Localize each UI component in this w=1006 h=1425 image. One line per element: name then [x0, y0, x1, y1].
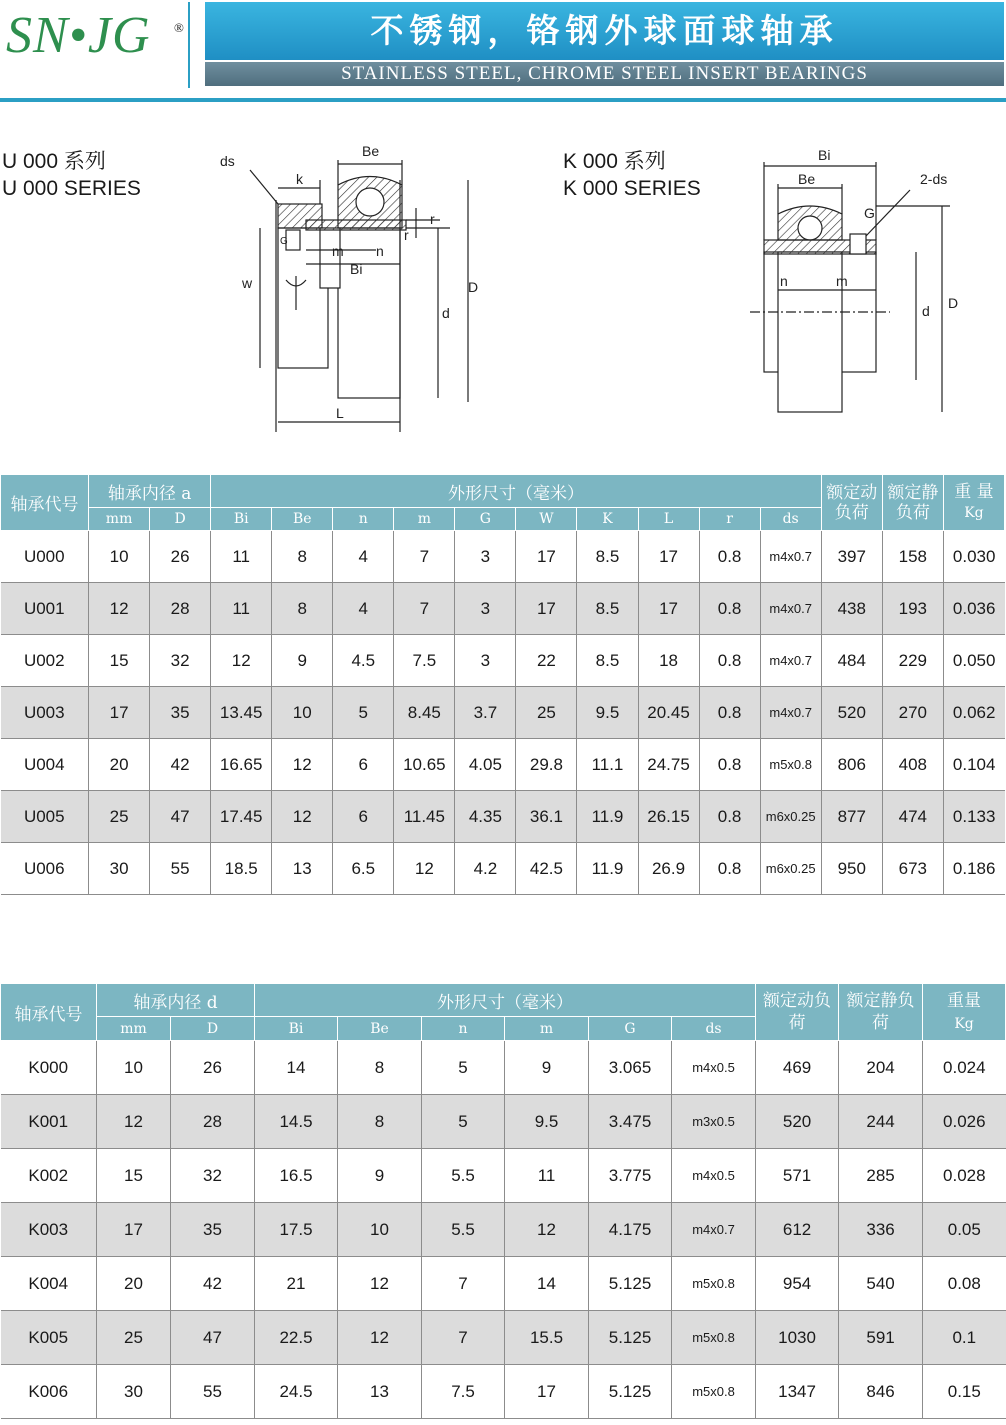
table-cell: 4	[333, 531, 394, 583]
subheader-ds: ds	[672, 1017, 756, 1041]
table-cell: 11	[505, 1149, 589, 1203]
u-label-D: D	[468, 279, 479, 295]
table-cell: 520	[821, 687, 882, 739]
table-cell: 8	[338, 1041, 422, 1095]
table-cell: 4.35	[455, 791, 516, 843]
table-cell: 7	[422, 1311, 505, 1365]
u-label-n: n	[376, 243, 384, 259]
table-cell: 17	[505, 1365, 589, 1419]
table-cell: 25	[89, 791, 150, 843]
u-label-bi: Bi	[350, 261, 363, 277]
table-cell: 5.125	[589, 1365, 672, 1419]
table-cell: 3	[455, 635, 516, 687]
u-label-d: d	[442, 305, 450, 321]
table-cell: 244	[839, 1095, 923, 1149]
u-label-g: G	[280, 236, 288, 247]
table-cell: 10	[97, 1041, 171, 1095]
subheader-d: D	[150, 508, 211, 531]
table-cell: m4x0.7	[760, 687, 821, 739]
table-row	[1, 531, 1005, 583]
table-row	[1, 1041, 1006, 1095]
table-cell: 32	[171, 1149, 255, 1203]
header-rule	[0, 98, 1006, 102]
table-cell: 12	[272, 791, 333, 843]
table-cell: m5x0.8	[760, 739, 821, 791]
table-cell: 9	[272, 635, 333, 687]
table-cell: 0.186	[943, 843, 1004, 895]
bearing-code-cell: K003	[1, 1203, 97, 1257]
table-cell: 55	[150, 843, 211, 895]
table-cell: 5.125	[589, 1311, 672, 1365]
table-cell: 3.7	[455, 687, 516, 739]
table-cell: 0.062	[943, 687, 1004, 739]
table-cell: 591	[839, 1311, 923, 1365]
k-label-bi: Bi	[818, 147, 831, 163]
subheader-m: m	[505, 1017, 589, 1041]
table-cell: 469	[756, 1041, 839, 1095]
table-cell: 846	[839, 1365, 923, 1419]
table-cell: 26	[171, 1041, 255, 1095]
k-label-be: Be	[798, 171, 816, 187]
table-cell: m4x0.7	[760, 583, 821, 635]
table-cell: 8.45	[394, 687, 455, 739]
k-series-label-cn: K 000 系列	[563, 150, 666, 173]
table-cell: 5	[422, 1041, 505, 1095]
brand-logo: SN•JG ®	[6, 7, 185, 64]
table-cell: 3.775	[589, 1149, 672, 1203]
table-cell: 9.5	[505, 1095, 589, 1149]
table-cell: 0.05	[923, 1203, 1006, 1257]
table-cell: 11.9	[577, 791, 638, 843]
table-cell: 15.5	[505, 1311, 589, 1365]
u-label-ds: ds	[220, 153, 235, 169]
table-cell: 14.5	[255, 1095, 338, 1149]
table-cell: 22.5	[255, 1311, 338, 1365]
table-cell: 14	[505, 1257, 589, 1311]
table-cell: 7	[394, 583, 455, 635]
table-cell: 17	[97, 1203, 171, 1257]
subheader-m: m	[394, 508, 455, 531]
table-cell: 9	[338, 1149, 422, 1203]
table-cell: 24.5	[255, 1365, 338, 1419]
table-cell: 5	[333, 687, 394, 739]
table-cell: m6x0.25	[760, 843, 821, 895]
table-cell: m5x0.8	[672, 1257, 756, 1311]
table-cell: 7	[422, 1257, 505, 1311]
table-cell: 0.8	[699, 687, 760, 739]
bearing-code-cell: K004	[1, 1257, 97, 1311]
table-cell: 30	[89, 843, 150, 895]
table-cell: m4x0.5	[672, 1041, 756, 1095]
subheader-g: G	[589, 1017, 672, 1041]
table-cell: 18	[638, 635, 699, 687]
table-cell: 9.5	[577, 687, 638, 739]
k-series-label-en: K 000 SERIES	[563, 177, 701, 200]
table-cell: 21	[255, 1257, 338, 1311]
table-cell: 571	[756, 1149, 839, 1203]
table-cell: 6	[333, 739, 394, 791]
k-header-weight: 重量 Kg	[923, 984, 1006, 1041]
u-label-r2: r	[404, 227, 409, 243]
subheader-n: n	[422, 1017, 505, 1041]
table-cell: 4.05	[455, 739, 516, 791]
table-cell: 16.5	[255, 1149, 338, 1203]
table-cell: 26.9	[638, 843, 699, 895]
subheader-be: Be	[272, 508, 333, 531]
table-cell: 0.08	[923, 1257, 1006, 1311]
u-header-static-load: 额定静负荷	[882, 475, 943, 531]
table-cell: 0.050	[943, 635, 1004, 687]
table-cell: 17	[638, 583, 699, 635]
u-header-bore: 轴承内径 a	[89, 475, 211, 508]
u-label-L: L	[336, 405, 344, 421]
table-cell: 0.8	[699, 739, 760, 791]
table-cell: 20	[89, 739, 150, 791]
k-table-body	[1, 1041, 1006, 1419]
k-label-2ds: 2-ds	[920, 171, 948, 187]
table-cell: 15	[97, 1149, 171, 1203]
subheader-mm: mm	[97, 1017, 171, 1041]
table-cell: 13	[272, 843, 333, 895]
table-cell: 0.024	[923, 1041, 1006, 1095]
table-cell: 0.15	[923, 1365, 1006, 1419]
logo-divider	[188, 2, 190, 88]
table-cell: 12	[338, 1257, 422, 1311]
table-cell: 950	[821, 843, 882, 895]
table-cell: 10.65	[394, 739, 455, 791]
table-cell: 6	[333, 791, 394, 843]
subheader-bi: Bi	[211, 508, 272, 531]
table-cell: 12	[211, 635, 272, 687]
table-cell: 42	[150, 739, 211, 791]
table-cell: 15	[89, 635, 150, 687]
table-cell: 193	[882, 583, 943, 635]
table-cell: 12	[97, 1095, 171, 1149]
table-cell: 17.5	[255, 1203, 338, 1257]
table-row	[1, 583, 1005, 635]
table-cell: 11	[211, 531, 272, 583]
table-cell: 35	[150, 687, 211, 739]
table-cell: 0.026	[923, 1095, 1006, 1149]
table-cell: 28	[171, 1095, 255, 1149]
table-row	[1, 1311, 1006, 1365]
table-cell: 5	[422, 1095, 505, 1149]
u-series-table	[0, 474, 1005, 895]
table-row	[1, 1203, 1006, 1257]
table-cell: 484	[821, 635, 882, 687]
u-label-k: k	[296, 171, 303, 187]
table-cell: 673	[882, 843, 943, 895]
table-cell: 22	[516, 635, 577, 687]
table-cell: 12	[338, 1311, 422, 1365]
subheader-w: W	[516, 508, 577, 531]
table-cell: 158	[882, 531, 943, 583]
bearing-code-cell: K006	[1, 1365, 97, 1419]
table-row	[1, 843, 1005, 895]
u-label-r1: r	[430, 211, 435, 227]
table-cell: 0.036	[943, 583, 1004, 635]
table-row	[1, 1257, 1006, 1311]
table-cell: 8	[272, 583, 333, 635]
u-series-label-cn: U 000 系列	[2, 150, 106, 173]
table-cell: m3x0.5	[672, 1095, 756, 1149]
subheader-n: n	[333, 508, 394, 531]
bearing-code-cell: U002	[1, 635, 89, 687]
k-header-dims: 外形尺寸（毫米）	[255, 984, 756, 1017]
table-cell: 14	[255, 1041, 338, 1095]
table-cell: 17	[638, 531, 699, 583]
table-cell: 0.8	[699, 843, 760, 895]
table-row	[1, 1365, 1006, 1419]
bearing-code-cell: U004	[1, 739, 89, 791]
table-cell: 6.5	[333, 843, 394, 895]
table-cell: 5.5	[422, 1149, 505, 1203]
table-cell: 11.9	[577, 843, 638, 895]
table-cell: 0.8	[699, 531, 760, 583]
bearing-code-cell: K000	[1, 1041, 97, 1095]
table-cell: 397	[821, 531, 882, 583]
table-cell: 17.45	[211, 791, 272, 843]
k-label-d: d	[922, 303, 930, 319]
table-cell: 204	[839, 1041, 923, 1095]
table-cell: 3.475	[589, 1095, 672, 1149]
table-cell: 47	[171, 1311, 255, 1365]
table-cell: 12	[505, 1203, 589, 1257]
table-cell: 24.75	[638, 739, 699, 791]
table-cell: 540	[839, 1257, 923, 1311]
k-series-table	[0, 983, 1006, 1419]
table-cell: 16.65	[211, 739, 272, 791]
table-cell: 35	[171, 1203, 255, 1257]
table-cell: 8	[338, 1095, 422, 1149]
table-cell: 20.45	[638, 687, 699, 739]
table-cell: 42	[171, 1257, 255, 1311]
k-header-dyn-load: 额定动负荷	[756, 984, 839, 1041]
title-english: STAINLESS STEEL, CHROME STEEL INSERT BEARINGS	[205, 62, 1004, 86]
table-cell: 0.8	[699, 791, 760, 843]
table-cell: 55	[171, 1365, 255, 1419]
table-cell: 7	[394, 531, 455, 583]
title-chinese: 不锈钢，铬钢外球面球轴承	[205, 2, 1004, 60]
table-cell: 1030	[756, 1311, 839, 1365]
table-cell: 0.1	[923, 1311, 1006, 1365]
subheader-r: r	[699, 508, 760, 531]
table-cell: 3	[455, 583, 516, 635]
table-cell: 12	[394, 843, 455, 895]
table-cell: 474	[882, 791, 943, 843]
table-cell: 11.45	[394, 791, 455, 843]
u-series-diagram	[210, 140, 490, 440]
k-label-n: n	[780, 273, 788, 289]
table-cell: 30	[97, 1365, 171, 1419]
table-cell: 4.175	[589, 1203, 672, 1257]
table-cell: 20	[97, 1257, 171, 1311]
k-label-g: G	[864, 205, 875, 221]
k-series-diagram	[750, 140, 970, 430]
bearing-code-cell: U005	[1, 791, 89, 843]
table-cell: 17	[516, 583, 577, 635]
u-header-dims: 外形尺寸（毫米）	[211, 475, 822, 508]
table-cell: 0.8	[699, 635, 760, 687]
table-cell: 336	[839, 1203, 923, 1257]
table-row	[1, 1149, 1006, 1203]
k-label-m: m	[836, 273, 848, 289]
subheader-bi: Bi	[255, 1017, 338, 1041]
bearing-code-cell: K005	[1, 1311, 97, 1365]
subheader-ds: ds	[760, 508, 821, 531]
bearing-code-cell: U001	[1, 583, 89, 635]
table-cell: 36.1	[516, 791, 577, 843]
table-cell: 0.104	[943, 739, 1004, 791]
k-label-D: D	[948, 295, 959, 311]
table-cell: 25	[97, 1311, 171, 1365]
table-cell: m5x0.8	[672, 1365, 756, 1419]
table-cell: 10	[89, 531, 150, 583]
table-cell: m4x0.7	[760, 531, 821, 583]
table-cell: 0.133	[943, 791, 1004, 843]
table-cell: 12	[272, 739, 333, 791]
table-cell: 954	[756, 1257, 839, 1311]
table-cell: m5x0.8	[672, 1311, 756, 1365]
u-header-weight: 重 量 Kg	[943, 475, 1004, 531]
table-cell: 13.45	[211, 687, 272, 739]
table-cell: 17	[89, 687, 150, 739]
table-cell: 47	[150, 791, 211, 843]
table-cell: 9	[505, 1041, 589, 1095]
table-cell: 26	[150, 531, 211, 583]
table-cell: 10	[338, 1203, 422, 1257]
table-cell: 7.5	[394, 635, 455, 687]
table-cell: 8.5	[577, 635, 638, 687]
u-table-body	[1, 531, 1005, 895]
table-cell: 3.065	[589, 1041, 672, 1095]
u-header-dyn-load: 额定动负荷	[821, 475, 882, 531]
table-cell: 12	[89, 583, 150, 635]
table-cell: 8.5	[577, 531, 638, 583]
u-series-label-en: U 000 SERIES	[2, 177, 141, 200]
bearing-code-cell: U003	[1, 687, 89, 739]
table-cell: 42.5	[516, 843, 577, 895]
table-cell: 520	[756, 1095, 839, 1149]
table-cell: 285	[839, 1149, 923, 1203]
table-cell: 5.5	[422, 1203, 505, 1257]
table-cell: 8.5	[577, 583, 638, 635]
table-cell: 17	[516, 531, 577, 583]
subheader-mm: mm	[89, 508, 150, 531]
subheader-g: G	[455, 508, 516, 531]
subheader-l: L	[638, 508, 699, 531]
bearing-code-cell: U006	[1, 843, 89, 895]
table-cell: 25	[516, 687, 577, 739]
table-cell: 612	[756, 1203, 839, 1257]
bearing-code-cell: K002	[1, 1149, 97, 1203]
table-cell: 5.125	[589, 1257, 672, 1311]
subheader-k: K	[577, 508, 638, 531]
table-cell: m4x0.7	[672, 1203, 756, 1257]
table-cell: 10	[272, 687, 333, 739]
table-cell: m6x0.25	[760, 791, 821, 843]
bearing-code-cell: U000	[1, 531, 89, 583]
table-cell: 806	[821, 739, 882, 791]
u-label-be: Be	[362, 143, 380, 159]
table-cell: m4x0.7	[760, 635, 821, 687]
k-header-static-load: 额定静负荷	[839, 984, 923, 1041]
bearing-code-cell: K001	[1, 1095, 97, 1149]
table-cell: 4.5	[333, 635, 394, 687]
k-header-code: 轴承代号	[1, 984, 97, 1041]
table-cell: 4	[333, 583, 394, 635]
table-cell: 32	[150, 635, 211, 687]
table-cell: 0.8	[699, 583, 760, 635]
u-label-w: w	[242, 275, 253, 291]
table-cell: 438	[821, 583, 882, 635]
subheader-be: Be	[338, 1017, 422, 1041]
table-cell: 229	[882, 635, 943, 687]
table-cell: 877	[821, 791, 882, 843]
u-header-code: 轴承代号	[1, 475, 89, 531]
table-cell: m4x0.5	[672, 1149, 756, 1203]
u-label-m: m	[332, 243, 344, 259]
table-cell: 29.8	[516, 739, 577, 791]
table-row	[1, 791, 1005, 843]
k-header-bore: 轴承内径 d	[97, 984, 255, 1017]
table-cell: 28	[150, 583, 211, 635]
table-cell: 0.030	[943, 531, 1004, 583]
table-row	[1, 635, 1005, 687]
table-cell: 7.5	[422, 1365, 505, 1419]
table-cell: 1347	[756, 1365, 839, 1419]
subheader-d: D	[171, 1017, 255, 1041]
table-row	[1, 739, 1005, 791]
table-row	[1, 687, 1005, 739]
table-cell: 0.028	[923, 1149, 1006, 1203]
table-cell: 8	[272, 531, 333, 583]
table-cell: 408	[882, 739, 943, 791]
table-cell: 3	[455, 531, 516, 583]
table-cell: 13	[338, 1365, 422, 1419]
table-cell: 18.5	[211, 843, 272, 895]
table-cell: 26.15	[638, 791, 699, 843]
table-cell: 11	[211, 583, 272, 635]
table-cell: 4.2	[455, 843, 516, 895]
table-cell: 270	[882, 687, 943, 739]
table-cell: 11.1	[577, 739, 638, 791]
table-row	[1, 1095, 1006, 1149]
